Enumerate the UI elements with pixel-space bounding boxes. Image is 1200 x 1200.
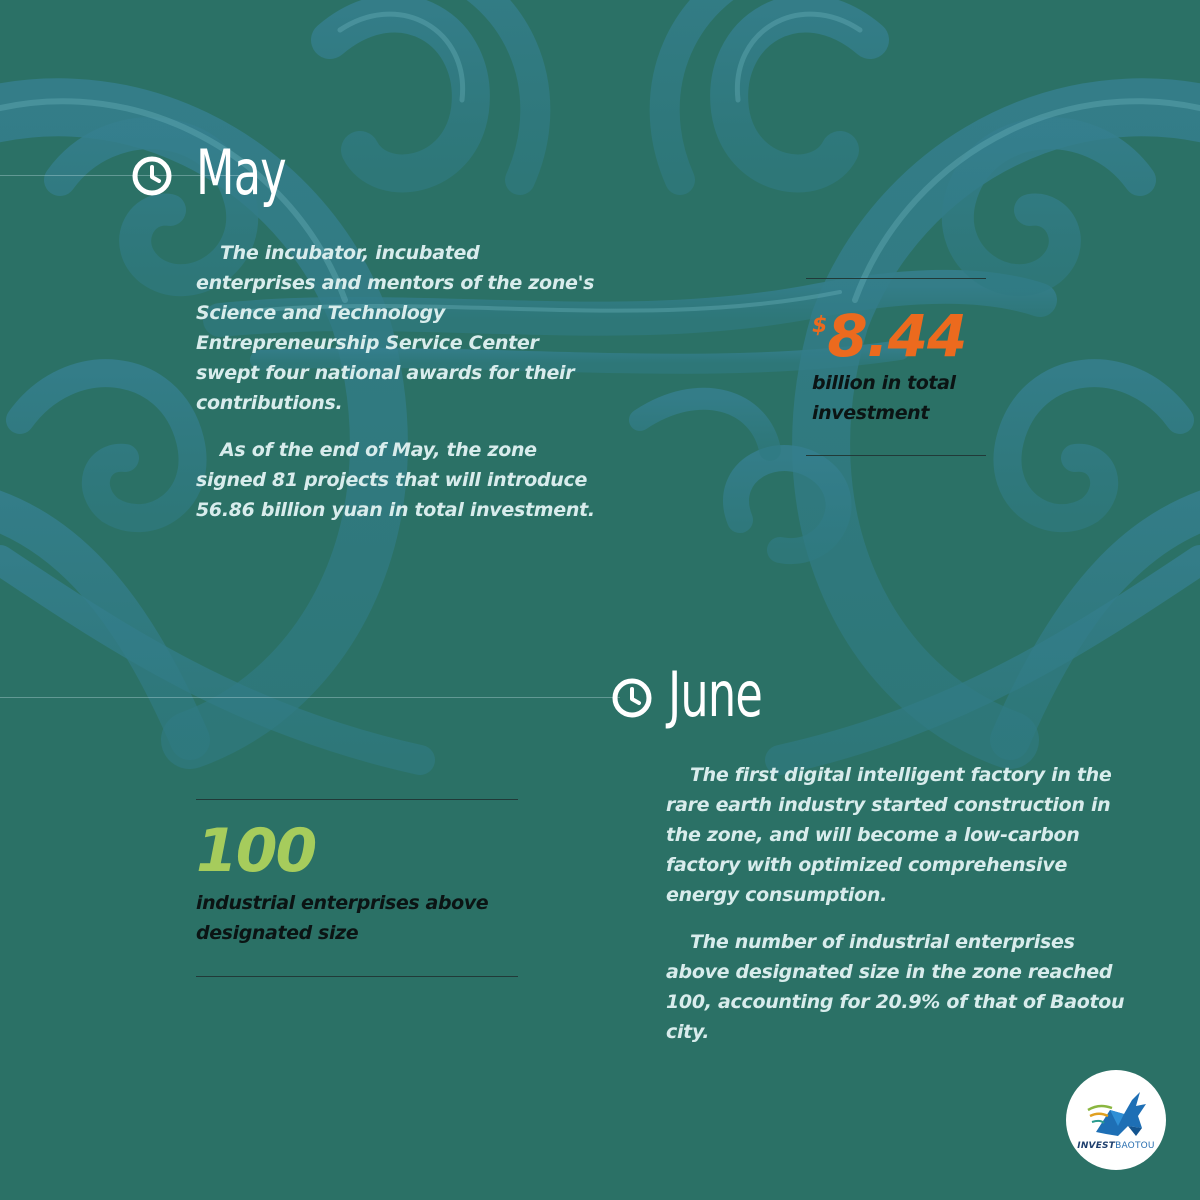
june-paragraph: The first digital intelligent factory in the rare earth industry started construction in the zone, and will become a low-carbon factory with optimized comprehensive energy consumption. (666, 764, 1112, 906)
stat-100-bottom-divider (196, 976, 518, 977)
investment-caption: billion in total investment (812, 372, 956, 424)
june-heading: June (668, 658, 762, 731)
investment-value: 8.44 (827, 302, 967, 370)
may-heading: May (196, 136, 286, 209)
stat-100-top-divider (196, 799, 518, 800)
june-title-line (0, 697, 620, 698)
currency-symbol: $ (812, 313, 828, 338)
invest-baotou-logo (1066, 1070, 1166, 1170)
may-paragraph: As of the end of May, the zone signed 81 projects that will introduce 56.86 billion yuan in total investment. (196, 439, 595, 521)
logo-word-baotou: BAOTOU (1115, 1141, 1155, 1151)
investment-stat (812, 304, 966, 368)
logo-word-invest: INVEST (1077, 1141, 1116, 1151)
enterprise-count-caption: industrial enterprises above designated size (196, 892, 489, 944)
stag-icon (1066, 1070, 1166, 1170)
june-paragraph: The number of industrial enterprises above designated size in the zone reached 100, accounting for 20.9% of that of Baotou city. (666, 931, 1125, 1043)
logo-wordmark (1066, 1141, 1166, 1151)
stat-bottom-divider (806, 455, 986, 456)
clock-icon (132, 156, 172, 196)
may-paragraph: The incubator, incubated enterprises and mentors of the zone's Science and Technology Entrepreneurship Service Center swept four national awards for their contributions. (196, 242, 595, 414)
clock-icon (612, 678, 652, 718)
may-body (196, 238, 596, 525)
enterprise-count-stat: 100 (196, 816, 316, 886)
stat-top-divider (806, 278, 986, 279)
june-body (666, 760, 1126, 1047)
